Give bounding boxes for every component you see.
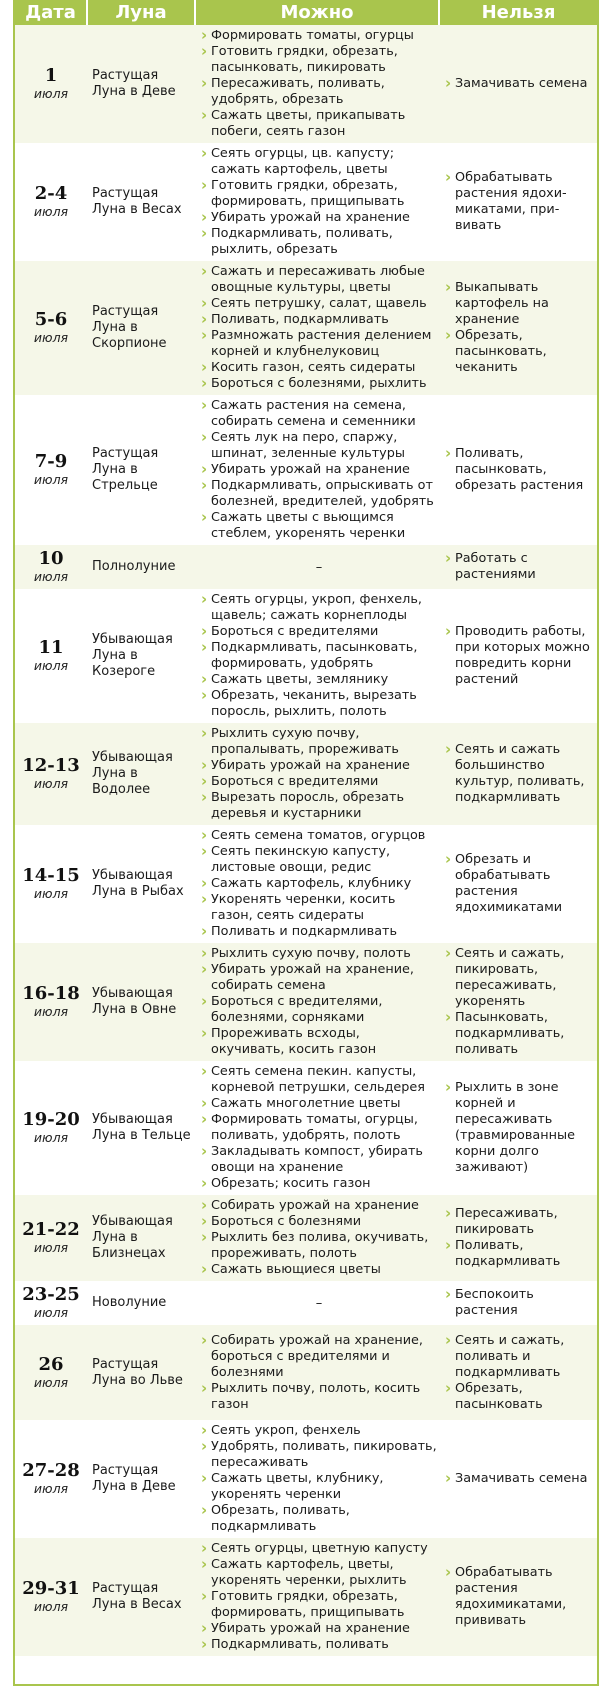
forbidden-list: [445, 1333, 595, 1413]
table-row: [15, 1195, 597, 1281]
moon-phase-cell: Растущая Луна в Стрельце: [87, 395, 195, 545]
moon-phase-cell: Убывающая Луна в Овне: [87, 943, 195, 1061]
forbidden-cell: [439, 143, 597, 261]
date-month: июля: [33, 1374, 69, 1390]
forbidden-cell: [439, 1538, 597, 1656]
allowed-item: › Поливать и подкармливать: [201, 924, 437, 940]
moon-phase-cell: Растущая Луна в Весах: [87, 143, 195, 261]
forbidden-list: [445, 1471, 595, 1487]
forbidden-item: › Рыхлить в зоне корней и пересаживать (травмированные корни долго заживают): [445, 1080, 595, 1176]
allowed-cell: [195, 143, 439, 261]
forbidden-cell: [439, 1061, 597, 1195]
header-moon: Луна: [87, 0, 195, 25]
allowed-item: › Сеять огурцы, цв. капусту; сажать картофель, цветы: [201, 146, 437, 178]
allowed-item: › Сажать растения на семена, собирать семена и семенники: [201, 398, 437, 430]
allowed-item: › Сажать цветы с вьющимся стеблем, укоренять черенки: [201, 510, 437, 542]
date-cell: [15, 143, 87, 261]
allowed-item: › Готовить грядки, обрезать, формировать, прищипывать: [201, 1589, 437, 1621]
date-number: 29-31: [22, 1578, 80, 1599]
forbidden-cell: [439, 1281, 597, 1325]
date-cell: [15, 1325, 87, 1420]
forbidden-list: [445, 280, 595, 376]
date-cell: [15, 1420, 87, 1538]
allowed-item: › Косить газон, сеять сидераты: [201, 360, 437, 376]
allowed-cell: [195, 1281, 439, 1325]
forbidden-cell: [439, 545, 597, 589]
table-row: [15, 589, 597, 723]
allowed-item: › Укоренять черенки, косить газон, сеять сидераты: [201, 892, 437, 924]
date-number: 1: [44, 65, 58, 86]
allowed-list: [201, 1423, 437, 1535]
date-cell: [15, 261, 87, 395]
table-row: [15, 825, 597, 943]
date-month: июля: [33, 86, 69, 101]
allowed-item: › Обрезать, чеканить, вырезать поросль, рыхлить, полоть: [201, 688, 437, 720]
moon-phase-cell: Растущая Луна в Деве: [87, 1420, 195, 1538]
allowed-cell: [195, 723, 439, 825]
forbidden-cell: [439, 261, 597, 395]
forbidden-cell: [439, 395, 597, 545]
allowed-item: › Убирать урожай на хранение: [201, 1621, 437, 1637]
allowed-item: › Пересаживать, поливать, удобрять, обрезать: [201, 76, 437, 108]
allowed-cell: [195, 1195, 439, 1281]
forbidden-item: › Обрезать, пасынковать: [445, 1381, 595, 1413]
allowed-item: › Сажать вьющиеся цветы: [201, 1262, 437, 1278]
forbidden-item: › Сеять и сажать, поливать и подкармливать: [445, 1333, 595, 1381]
table-row: [15, 1538, 597, 1656]
forbidden-list: [445, 76, 595, 92]
allowed-item: › Закладывать компост, убирать овощи на хранение: [201, 1144, 437, 1176]
allowed-item: › Обрезать; косить газон: [201, 1176, 437, 1192]
forbidden-cell: [439, 589, 597, 723]
allowed-item: › Подкармливать, опрыскивать от болезней, вредителей, удобрять: [201, 478, 437, 510]
forbidden-cell: [439, 25, 597, 143]
date-cell: [15, 25, 87, 143]
date-month: июля: [33, 1004, 69, 1019]
lunar-calendar-table: [13, 0, 599, 1686]
date-number: 16-18: [22, 983, 80, 1004]
allowed-item: › Убирать урожай на хранение: [201, 758, 437, 774]
allowed-item: › Собирать урожай на хранение: [201, 1198, 437, 1214]
forbidden-cell: [439, 1195, 597, 1281]
header-can: Можно: [195, 0, 439, 25]
date-cell: [15, 723, 87, 825]
date-number: 7-9: [34, 451, 68, 472]
allowed-item: › Сеять огурцы, укроп, фенхель, щавель; сажать корнеплоды: [201, 592, 437, 624]
forbidden-item: › Обрезать и обрабатывать растения ядохимикатами: [445, 852, 595, 916]
forbidden-list: [445, 624, 595, 688]
allowed-item: › Формировать томаты, огурцы: [201, 28, 437, 44]
forbidden-list: [445, 1080, 595, 1176]
allowed-item: › Сеять семена пекин. капусты, корневой петрушки, сельдерея: [201, 1064, 437, 1096]
table-row: [15, 25, 597, 143]
allowed-item: › Рыхлить без полива, окучивать, прореживать, полоть: [201, 1230, 437, 1262]
table-row: [15, 723, 597, 825]
date-number: 19-20: [22, 1109, 80, 1130]
forbidden-cell: [439, 723, 597, 825]
forbidden-list: [445, 1287, 595, 1319]
date-month: июля: [33, 1305, 69, 1320]
forbidden-item: › Обрабатывать растения ядохимикатами, прививать: [445, 1565, 595, 1629]
header-cannot: Нельзя: [439, 0, 597, 25]
forbidden-list: [445, 742, 595, 806]
allowed-item: › Сажать картофель, цветы, укоренять черенки, рыхлить: [201, 1557, 437, 1589]
allowed-item: › Подкармливать, поливать, рыхлить, обрезать: [201, 226, 437, 258]
allowed-item: › Размножать растения делением корней и клубнелуковиц: [201, 328, 437, 360]
allowed-item: › Сеять пекинскую капусту, листовые овощи, редис: [201, 844, 437, 876]
moon-phase-cell: Растущая Луна в Деве: [87, 25, 195, 143]
date-number: 12-13: [22, 755, 80, 776]
allowed-cell: [195, 1420, 439, 1538]
allowed-item: › Бороться с болезнями, рыхлить: [201, 376, 437, 392]
forbidden-item: › Беспокоить растения: [445, 1287, 595, 1319]
allowed-item: › Сажать цветы, клубнику, укоренять черенки: [201, 1471, 437, 1503]
allowed-item: › Сеять огурцы, цветную капусту: [201, 1541, 437, 1557]
date-month: июля: [33, 330, 69, 345]
allowed-item: › Сеять петрушку, салат, щавель: [201, 296, 437, 312]
allowed-cell: [195, 1538, 439, 1656]
allowed-list: [201, 146, 437, 258]
date-cell: [15, 825, 87, 943]
allowed-cell: [195, 943, 439, 1061]
forbidden-item: › Пасынковать, подкармливать, поливать: [445, 1010, 595, 1058]
moon-phase-cell: Полнолуние: [87, 545, 195, 589]
forbidden-item: › Проводить работы, при которых можно повредить корни растений: [445, 624, 595, 688]
moon-phase-cell: Растущая Луна во Льве: [87, 1325, 195, 1420]
forbidden-list: [445, 446, 595, 494]
date-cell: [15, 589, 87, 723]
allowed-item: › Рыхлить сухую почву, пропалывать, прореживать: [201, 726, 437, 758]
date-month: июля: [33, 1130, 69, 1145]
forbidden-list: [445, 170, 595, 234]
moon-phase-cell: Убывающая Луна в Близнецах: [87, 1195, 195, 1281]
date-number: 14-15: [22, 865, 80, 886]
date-cell: [15, 943, 87, 1061]
forbidden-item: › Замачивать семена: [445, 1471, 595, 1487]
forbidden-item: › Обрабатывать растения ядохи-микатами, при-вивать: [445, 170, 595, 234]
forbidden-item: › Работать с растениями: [445, 551, 595, 583]
date-month: июля: [33, 1481, 69, 1496]
forbidden-item: › Пересаживать, пикировать: [445, 1206, 595, 1238]
moon-phase-cell: Убывающая Луна в Козероге: [87, 589, 195, 723]
allowed-item: › Обрезать, поливать, подкармливать: [201, 1503, 437, 1535]
forbidden-item: › Замачивать семена: [445, 76, 595, 92]
allowed-item: › Сажать и пересаживать любые овощные культуры, цветы: [201, 264, 437, 296]
allowed-list: [201, 1198, 437, 1278]
table-row: [15, 143, 597, 261]
date-month: июля: [33, 472, 69, 487]
allowed-cell: [195, 395, 439, 545]
allowed-item: › Бороться с вредителями: [201, 624, 437, 640]
date-number: 26: [38, 1353, 64, 1375]
empty-dash: –: [315, 1295, 323, 1311]
date-month: июля: [33, 204, 69, 219]
allowed-item: › Рыхлить почву, полоть, косить газон: [201, 1381, 437, 1413]
allowed-item: › Бороться с вредителями, болезнями, сорняками: [201, 994, 437, 1026]
allowed-list: [201, 946, 437, 1058]
forbidden-list: [445, 551, 595, 583]
forbidden-cell: [439, 825, 597, 943]
date-month: июля: [33, 886, 69, 901]
moon-phase-cell: Убывающая Луна в Рыбах: [87, 825, 195, 943]
table-row: [15, 261, 597, 395]
date-cell: [15, 395, 87, 545]
date-cell: [15, 1061, 87, 1195]
allowed-list: [201, 726, 437, 822]
allowed-item: › Убирать урожай на хранение: [201, 462, 437, 478]
date-cell: [15, 1281, 87, 1325]
forbidden-list: [445, 1206, 595, 1270]
allowed-item: › Сажать цветы, землянику: [201, 672, 437, 688]
forbidden-item: › Поливать, пасынковать, обрезать растения: [445, 446, 595, 494]
allowed-item: › Сажать картофель, клубнику: [201, 876, 437, 892]
calendar-grid: [15, 0, 597, 1656]
forbidden-item: › Выкапывать картофель на хранение: [445, 280, 595, 328]
allowed-list: [201, 264, 437, 392]
date-number: 21-22: [22, 1219, 80, 1240]
allowed-item: › Готовить грядки, обрезать, формировать, прищипывать: [201, 178, 437, 210]
allowed-item: › Подкармливать, поливать: [201, 1637, 437, 1653]
allowed-item: › Удобрять, поливать, пикировать, пересаживать: [201, 1439, 437, 1471]
forbidden-list: [445, 852, 595, 916]
moon-phase-cell: Новолуние: [87, 1281, 195, 1325]
forbidden-item: › Сеять и сажать большинство культур, поливать, подкармливать: [445, 742, 595, 806]
allowed-item: › Бороться с вредителями: [201, 774, 437, 790]
date-cell: [15, 545, 87, 589]
allowed-item: › Убирать урожай на хранение: [201, 210, 437, 226]
date-number: 5-6: [34, 309, 68, 330]
table-row: [15, 545, 597, 589]
allowed-cell: [195, 1061, 439, 1195]
forbidden-cell: [439, 1420, 597, 1538]
date-cell: [15, 1538, 87, 1656]
table-row: [15, 1281, 597, 1325]
table-row: [15, 943, 597, 1061]
allowed-item: › Сеять лук на перо, спаржу, шпинат, зеленные культуры: [201, 430, 437, 462]
date-number: 11: [38, 637, 64, 658]
allowed-list: [201, 1541, 437, 1653]
table-row: [15, 1061, 597, 1195]
allowed-item: › Готовить грядки, обрезать, пасынковать, пикировать: [201, 44, 437, 76]
allowed-cell: [195, 25, 439, 143]
allowed-item: › Рыхлить сухую почву, полоть: [201, 946, 437, 962]
allowed-item: › Сажать многолетние цветы: [201, 1096, 437, 1112]
date-month: июля: [33, 1240, 69, 1255]
table-row: [15, 395, 597, 545]
date-month: июля: [33, 569, 69, 584]
allowed-cell: [195, 545, 439, 589]
moon-phase-cell: Растущая Луна в Скорпионе: [87, 261, 195, 395]
date-number: 27-28: [22, 1460, 80, 1481]
allowed-cell: [195, 825, 439, 943]
allowed-list: [201, 1064, 437, 1192]
allowed-list: [201, 1333, 437, 1413]
allowed-cell: [195, 589, 439, 723]
date-number: 23-25: [22, 1284, 80, 1305]
forbidden-item: › Сеять и сажать, пикировать, пересаживать, укоренять: [445, 946, 595, 1010]
allowed-item: › Убирать урожай на хранение, собирать семена: [201, 962, 437, 994]
forbidden-list: [445, 946, 595, 1058]
date-cell: [15, 1195, 87, 1281]
table-row: [15, 1420, 597, 1538]
date-number: 2-4: [34, 183, 68, 204]
allowed-list: [201, 398, 437, 542]
moon-phase-cell: Убывающая Луна в Водолее: [87, 723, 195, 825]
forbidden-item: › Обрезать, пасынковать, чеканить: [445, 328, 595, 376]
forbidden-item: › Поливать, подкармливать: [445, 1238, 595, 1270]
allowed-cell: [195, 1325, 439, 1420]
allowed-list: [201, 28, 437, 140]
forbidden-cell: [439, 943, 597, 1061]
allowed-item: › Сеять семена томатов, огурцов: [201, 828, 437, 844]
allowed-item: › Вырезать поросль, обрезать деревья и кустарники: [201, 790, 437, 822]
forbidden-list: [445, 1565, 595, 1629]
allowed-item: › Формировать томаты, огурцы, поливать, удобрять, полоть: [201, 1112, 437, 1144]
header-date: Дата: [15, 0, 87, 25]
allowed-item: › Поливать, подкармливать: [201, 312, 437, 328]
forbidden-cell: [439, 1325, 597, 1420]
empty-dash: –: [315, 559, 323, 575]
allowed-list: [201, 828, 437, 940]
header-row: [15, 0, 597, 25]
allowed-item: › Прореживать всходы, окучивать, косить газон: [201, 1026, 437, 1058]
allowed-list: [201, 592, 437, 720]
date-number: 10: [38, 548, 64, 569]
allowed-item: › Сажать цветы, прикапывать побеги, сеять газон: [201, 108, 437, 140]
moon-phase-cell: Растущая Луна в Весах: [87, 1538, 195, 1656]
date-month: июля: [33, 658, 69, 673]
allowed-item: › Бороться с болезнями: [201, 1214, 437, 1230]
date-month: июля: [33, 1599, 69, 1614]
date-month: июля: [33, 776, 69, 791]
allowed-cell: [195, 261, 439, 395]
table-row: [15, 1325, 597, 1420]
allowed-item: › Собирать урожай на хранение, бороться с вредителями и болезнями: [201, 1333, 437, 1381]
allowed-item: › Сеять укроп, фенхель: [201, 1423, 437, 1439]
allowed-item: › Подкармливать, пасынковать, формировать, удобрять: [201, 640, 437, 672]
table-body: [15, 25, 597, 1656]
moon-phase-cell: Убывающая Луна в Тельце: [87, 1061, 195, 1195]
